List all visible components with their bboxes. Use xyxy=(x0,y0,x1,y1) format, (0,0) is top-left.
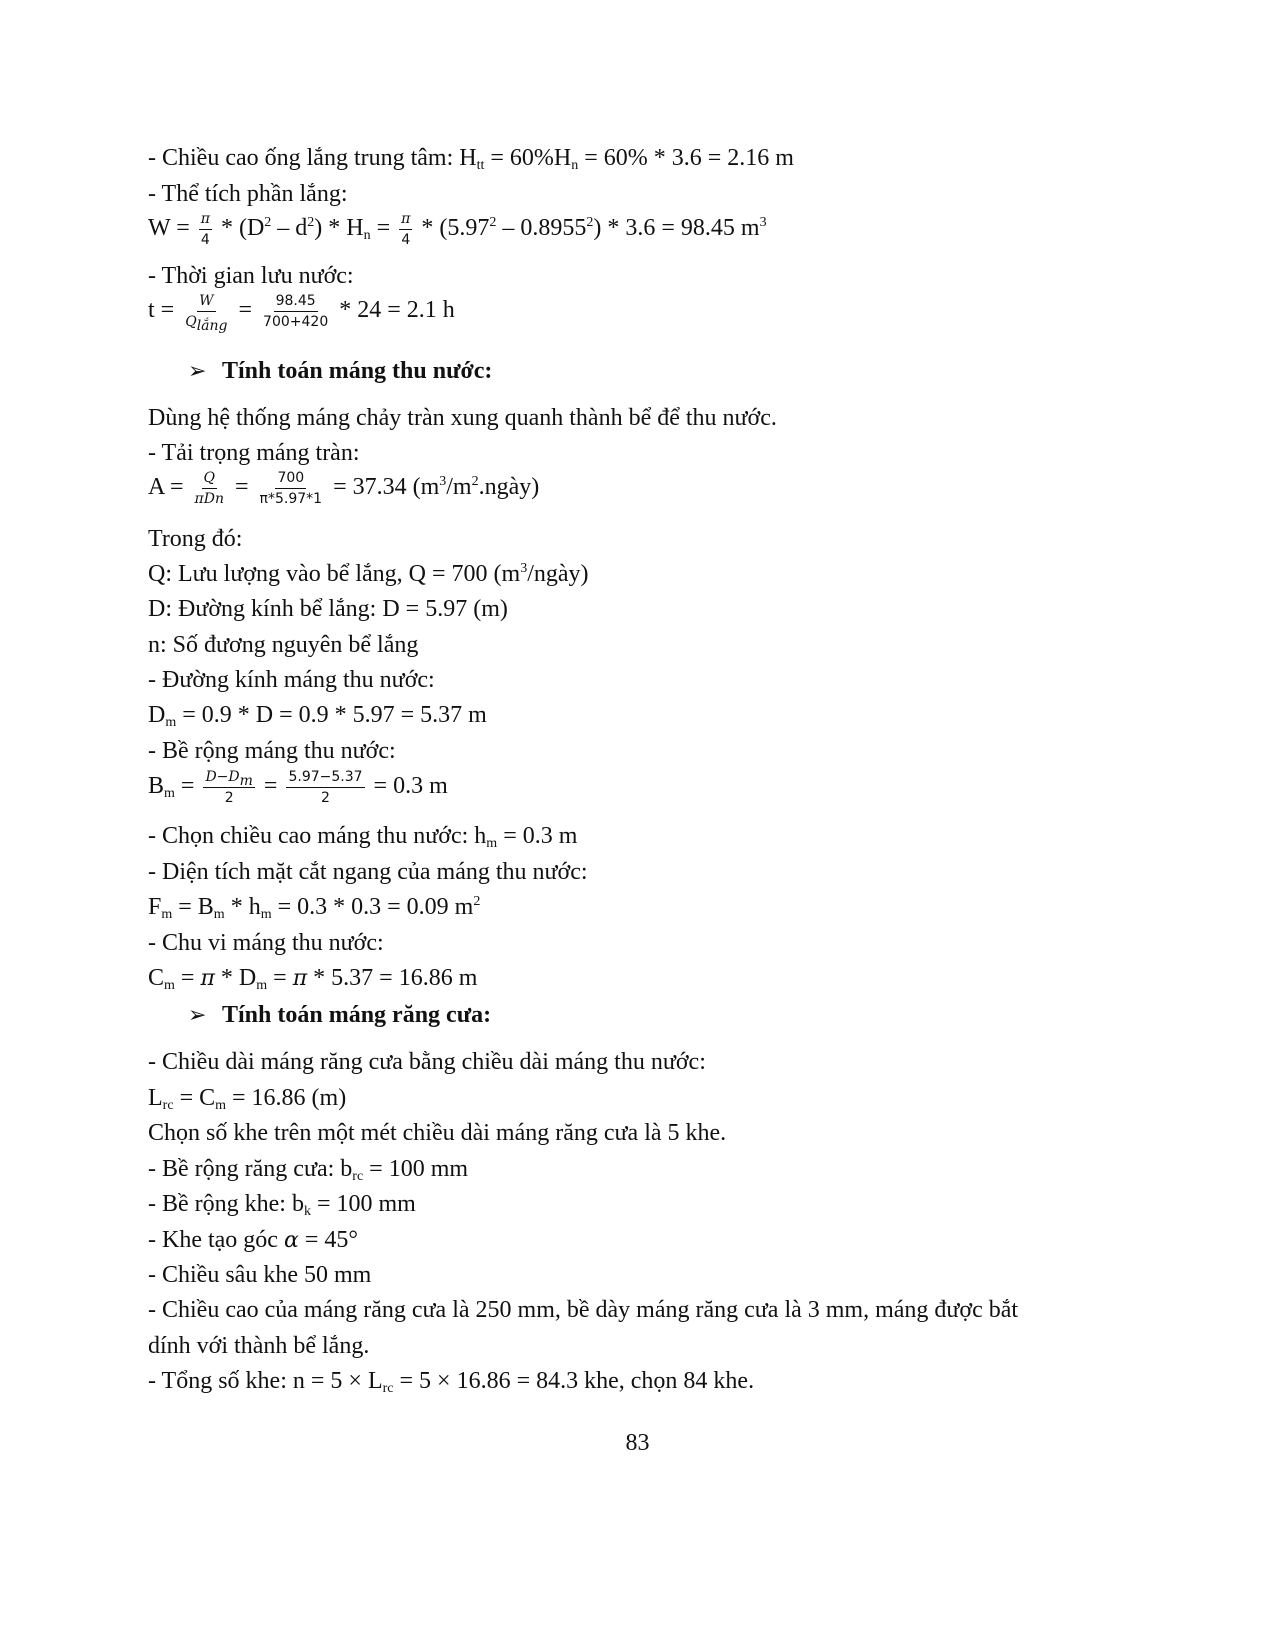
line-flow-definition: Q: Lưu lượng vào bể lắng, Q = 700 $(m^3/ngày)$ xyxy=(148,561,589,587)
line-retention-time-label: - Thời gian lưu nước: xyxy=(148,263,354,289)
arrow-bullet-icon: ➢ xyxy=(188,1002,207,1027)
line-perimeter-label: - Chu vi máng thu nước: xyxy=(148,930,384,956)
line-count-definition: n: Số đương nguyên bể lắng xyxy=(148,632,419,658)
heading-collection-channel: ➢ Tính toán máng thu nước: xyxy=(188,358,493,384)
line-weir-height-2: dính với thành bể lắng. xyxy=(148,1333,370,1359)
line-overflow-system: Dùng hệ thống máng chảy tràn xung quanh thành bể để thu nước. xyxy=(148,405,777,431)
line-weir-load-label: - Tải trọng máng tràn: xyxy=(148,440,360,466)
formula-perimeter: $C_m = \pi * D_m = \pi * 5.37 = 16.86$ m xyxy=(148,965,478,993)
line-total-slots: - Tổng số khe: $n = 5 \times L_{rc} = 5 \times 16.86 = 84.3$ khe, chọn 84 khe. xyxy=(148,1368,755,1396)
line-where: Trong đó: xyxy=(148,526,243,552)
line-settling-volume-label: - Thể tích phần lắng: xyxy=(148,181,348,207)
formula-retention-time: t = $\frac{W}{Q_{lắng}}$ = $\frac{98.45}{700+420}$ * 24 = 2.1 h xyxy=(148,293,455,334)
line-diameter-definition: D: Đường kính bể lắng: D = 5.97 (m) xyxy=(148,596,508,622)
arrow-bullet-icon: ➢ xyxy=(188,358,207,383)
heading-sawtooth-weir: ➢ Tính toán máng răng cưa: xyxy=(188,1002,492,1028)
line-sawtooth-length-label: - Chiều dài máng răng cưa bằng chiều dài máng thu nước: xyxy=(148,1049,706,1075)
line-channel-width-label: - Bề rộng máng thu nước: xyxy=(148,738,396,764)
line-center-pipe-height: - Chiều cao ống lắng trung tâm: $H_{tt} = 60\%H_n = 60\% * 3.6 = 2.16$ m xyxy=(148,145,794,173)
formula-weir-load: A = $\frac{Q}{\text{πDn}}$ = $\frac{700}{\pi*5.97*1}$ = 37.34 $(m^3/m^2.ngày)$ xyxy=(148,470,540,507)
line-weir-height-1: - Chiều cao của máng răng cưa là 250 mm, bề dày máng răng cưa là 3 mm, máng được bắt xyxy=(148,1297,1019,1323)
line-slot-depth: - Chiều sâu khe 50 mm xyxy=(148,1262,372,1288)
formula-channel-diameter: $D_m = 0.9 * D = 0.9 * 5.97 = 5.37$ m xyxy=(148,702,487,730)
line-cross-section-label: - Diện tích mặt cắt ngang của máng thu nước: xyxy=(148,859,588,885)
formula-settling-volume: W = $\frac{\pi}{4}$ * $(D^2 - d^2) * H_n$ = $\frac{\pi}{4}$ * (5.97$^2$ – 0.8955$^2$) * 3.6 = 98.45 $m^3$ xyxy=(148,211,767,248)
page-number: 83 xyxy=(625,1430,650,1456)
line-slots-per-meter: Chọn số khe trên một mét chiều dài máng răng cưa là 5 khe. xyxy=(148,1120,727,1146)
line-channel-height: - Chọn chiều cao máng thu nước: $h_m = 0.3$ m xyxy=(148,823,578,851)
line-tooth-width: - Bề rộng răng cưa: $b_{rc} = 100$ mm xyxy=(148,1156,469,1184)
line-channel-diameter-label: - Đường kính máng thu nước: xyxy=(148,667,435,693)
line-slot-angle: - Khe tạo góc α = 45° xyxy=(148,1227,358,1253)
line-slot-width: - Bề rộng khe: $b_k = 100$ mm xyxy=(148,1191,416,1219)
formula-sawtooth-length: $L_{rc} = C_m = 16.86$ (m) xyxy=(148,1085,347,1113)
formula-channel-width: $B_m$ = $\frac{D-D_m}{2}$ = $\frac{5.97-5.37}{2}$ = 0.3 m xyxy=(148,769,448,806)
formula-cross-section: $F_m = B_m * h_m = 0.3 * 0.3 = 0.09$ $m^2$ xyxy=(148,894,481,922)
